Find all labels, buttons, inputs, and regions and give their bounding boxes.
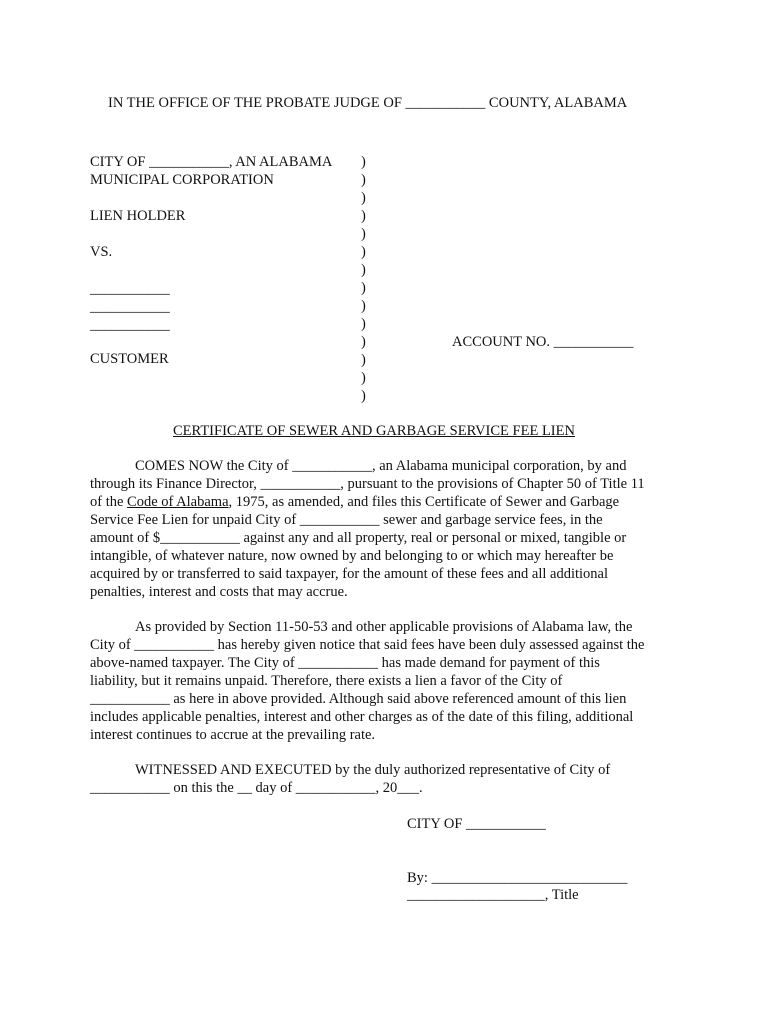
caption-customer: CUSTOMER <box>90 351 169 367</box>
paragraph-line: As provided by Section 11-50-53 and other applicable provisions of Alabama law, the <box>135 619 633 635</box>
paragraph-line: includes applicable penalties, interest and other charges as of the date of this filing, additional <box>90 709 634 725</box>
paragraph-line: City of ___________ has hereby given notice that said fees have been duly assessed against the <box>90 637 645 653</box>
caption-paren: ) <box>361 280 366 296</box>
paragraph-line: interest continues to accrue at the prevailing rate. <box>90 727 376 743</box>
paragraph-line: Service Fee Lien for unpaid City of ___________ sewer and garbage service fees, in the <box>90 512 603 528</box>
caption-paren: ) <box>361 208 366 224</box>
caption-paren: ) <box>361 316 366 332</box>
paragraph-line <box>90 493 619 511</box>
caption-paren: ) <box>361 172 366 188</box>
caption-paren: ) <box>361 226 366 242</box>
caption-blank-2: ___________ <box>90 299 170 315</box>
court-header: IN THE OFFICE OF THE PROBATE JUDGE OF ___________ COUNTY, ALABAMA <box>108 95 628 111</box>
caption-paren: ) <box>361 298 366 314</box>
caption-lien-holder: LIEN HOLDER <box>90 208 186 224</box>
account-number: ACCOUNT NO. ___________ <box>452 334 634 350</box>
caption-paren: ) <box>361 370 366 386</box>
signature-title-line: ___________________, Title <box>407 887 579 903</box>
caption-city-line: CITY OF ___________, AN ALABAMA <box>90 154 333 170</box>
paragraph-line: COMES NOW the City of ___________, an Alabama municipal corporation, by and <box>135 458 627 474</box>
caption-blank-3: ___________ <box>90 317 170 333</box>
paragraph-line: above-named taxpayer. The City of ___________ has made demand for payment of this <box>90 655 600 671</box>
paragraph-line: penalties, interest and costs that may accrue. <box>90 584 348 600</box>
paragraph-line: amount of $___________ against any and all property, real or personal or mixed, tangible or <box>90 530 627 546</box>
caption-paren: ) <box>361 244 366 260</box>
caption-paren: ) <box>361 262 366 278</box>
paragraph-line: ___________ on this the __ day of ___________, 20___. <box>90 780 423 796</box>
paragraph-text: , 1975, as amended, and files this Certificate of Sewer and Garbage <box>228 494 620 510</box>
paragraph-text: of the <box>90 494 128 510</box>
caption-blank-1: ___________ <box>90 281 170 297</box>
paragraph-line: liability, but it remains unpaid. Therefore, there exists a lien a favor of the City of <box>90 673 563 689</box>
paragraph-line: WITNESSED AND EXECUTED by the duly authorized representative of City of <box>135 762 611 778</box>
caption-paren: ) <box>361 352 366 368</box>
caption-paren: ) <box>361 154 366 170</box>
paragraph-line: acquired by or transferred to said taxpayer, for the amount of these fees and all additional <box>90 566 608 582</box>
code-of-alabama-citation: Code of Alabama <box>127 494 229 510</box>
signature-city: CITY OF ___________ <box>407 816 546 832</box>
caption-paren: ) <box>361 388 366 404</box>
caption-versus: VS. <box>90 244 113 260</box>
paragraph-line: through its Finance Director, ___________, pursuant to the provisions of Chapter 50 of Title 11 <box>90 476 645 492</box>
paragraph-line: intangible, of whatever nature, now owned by and belonging to or which may hereafter be <box>90 548 614 564</box>
caption-paren: ) <box>361 334 366 350</box>
paragraph-line: ___________ as here in above provided. Although said above referenced amount of this lien <box>90 691 627 707</box>
caption-municipal-line: MUNICIPAL CORPORATION <box>90 172 274 188</box>
caption-paren: ) <box>361 190 366 206</box>
document-title: CERTIFICATE OF SEWER AND GARBAGE SERVICE FEE LIEN <box>173 423 575 439</box>
signature-by-line: By: ___________________________ <box>407 870 628 886</box>
